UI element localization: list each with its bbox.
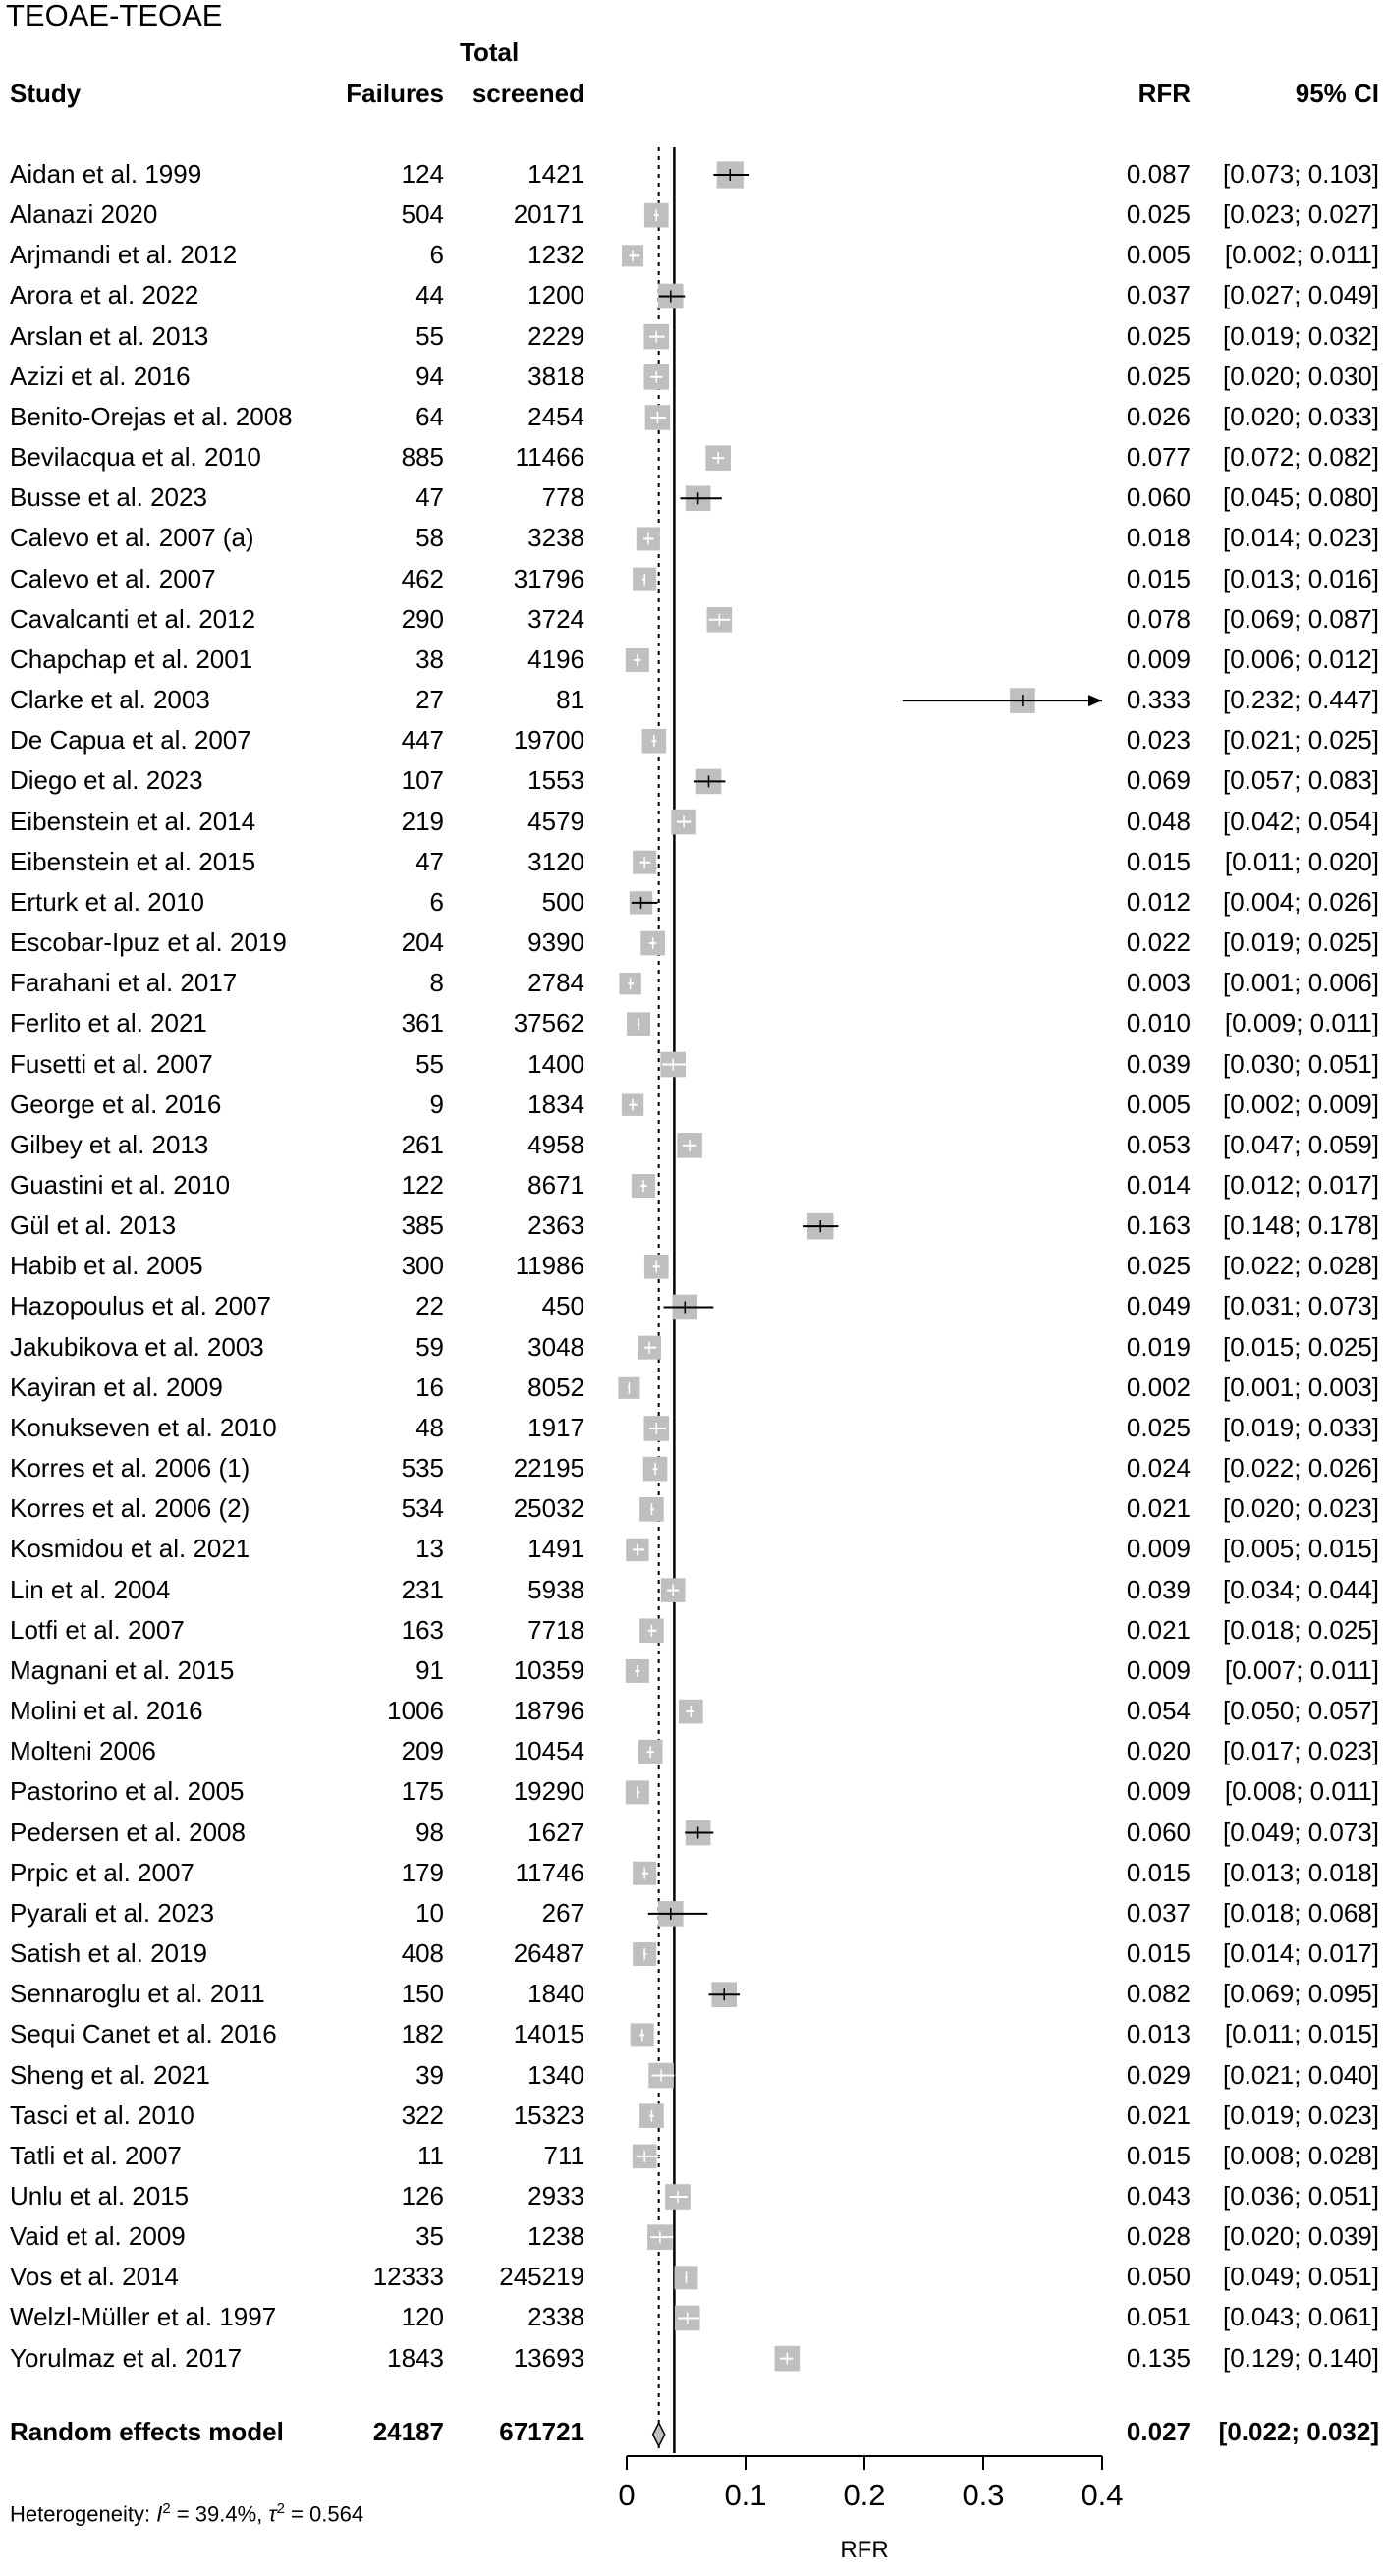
- study-name: Eibenstein et al. 2015: [10, 846, 256, 876]
- study-ci: [0.009; 0.011]: [1224, 1008, 1379, 1038]
- study-rfr: 0.005: [1126, 240, 1191, 270]
- study-ci: [0.129; 0.140]: [1222, 2342, 1379, 2373]
- pooled-label: Random effects model: [10, 2417, 284, 2446]
- study-failures: 107: [401, 765, 444, 796]
- study-rfr: 0.009: [1126, 1654, 1191, 1685]
- pooled-rfr: 0.027: [1126, 2417, 1191, 2446]
- study-failures: 885: [401, 442, 444, 473]
- study-failures: 47: [416, 846, 444, 876]
- study-ci: [0.018; 0.068]: [1222, 1897, 1379, 1928]
- study-failures: 261: [401, 1129, 444, 1159]
- study-ci: [0.019; 0.033]: [1222, 1412, 1379, 1442]
- study-name: Kayiran et al. 2009: [10, 1372, 223, 1402]
- header-total-line2: screened: [472, 79, 584, 108]
- study-rfr: 0.013: [1126, 2019, 1191, 2049]
- study-failures: 16: [416, 1372, 444, 1402]
- study-ci: [0.023; 0.027]: [1222, 199, 1379, 230]
- study-failures: 124: [401, 159, 444, 189]
- study-rfr: 0.015: [1126, 1857, 1191, 1887]
- study-ci: [0.007; 0.011]: [1224, 1654, 1379, 1685]
- study-total: 2338: [527, 2302, 584, 2332]
- study-failures: 59: [416, 1331, 444, 1362]
- study-total: 10359: [513, 1654, 584, 1685]
- study-total: 19700: [513, 725, 584, 756]
- study-name: Aidan et al. 1999: [10, 159, 202, 189]
- study-total: 7718: [527, 1614, 584, 1645]
- study-rfr: 0.003: [1126, 968, 1191, 998]
- study-failures: 447: [401, 725, 444, 756]
- study-total: 3120: [527, 846, 584, 876]
- study-total: 18796: [513, 1696, 584, 1726]
- study-ci: [0.050; 0.057]: [1222, 1696, 1379, 1726]
- study-total: 2363: [527, 1210, 584, 1241]
- study-name: Habib et al. 2005: [10, 1251, 203, 1281]
- study-name: Pyarali et al. 2023: [10, 1897, 215, 1928]
- study-ci: [0.022; 0.026]: [1222, 1453, 1379, 1484]
- x-tick-label: 0: [618, 2478, 636, 2512]
- study-ci: [0.012; 0.017]: [1222, 1170, 1379, 1200]
- study-name: Sennaroglu et al. 2011: [10, 1979, 265, 2009]
- study-rfr: 0.009: [1126, 644, 1191, 674]
- study-total: 20171: [513, 199, 584, 230]
- study-failures: 44: [416, 280, 444, 310]
- study-failures: 1843: [387, 2342, 444, 2373]
- study-failures: 39: [416, 2059, 444, 2090]
- study-failures: 9: [429, 1089, 444, 1119]
- study-ci: [0.043; 0.061]: [1222, 2302, 1379, 2332]
- study-name: Busse et al. 2023: [10, 482, 207, 513]
- study-ci: [0.036; 0.051]: [1222, 2181, 1379, 2211]
- study-total: 13693: [513, 2342, 584, 2373]
- study-failures: 175: [401, 1776, 444, 1807]
- study-total: 711: [543, 2140, 584, 2170]
- study-name: Jakubikova et al. 2003: [10, 1331, 264, 1362]
- study-total: 245219: [499, 2262, 584, 2292]
- study-name: Yorulmaz et al. 2017: [10, 2342, 243, 2373]
- study-ci: [0.019; 0.025]: [1222, 927, 1379, 958]
- study-failures: 35: [416, 2221, 444, 2252]
- study-ci: [0.013; 0.018]: [1222, 1857, 1379, 1887]
- study-ci: [0.072; 0.082]: [1222, 442, 1379, 473]
- study-ci: [0.057; 0.083]: [1222, 765, 1379, 796]
- study-total: 37562: [513, 1008, 584, 1038]
- x-tick-label: 0.2: [843, 2478, 886, 2512]
- study-name: Arora et al. 2022: [10, 280, 199, 310]
- study-total: 2454: [527, 401, 584, 431]
- study-name: Hazopoulus et al. 2007: [10, 1291, 271, 1321]
- study-ci: [0.027; 0.049]: [1222, 280, 1379, 310]
- study-name: Satish et al. 2019: [10, 1938, 207, 1969]
- study-total: 4958: [527, 1129, 584, 1159]
- study-rfr: 0.012: [1126, 886, 1191, 917]
- study-ci: [0.004; 0.026]: [1222, 886, 1379, 917]
- study-total: 4196: [527, 644, 584, 674]
- study-failures: 361: [401, 1008, 444, 1038]
- study-rfr: 0.005: [1126, 1089, 1191, 1119]
- study-total: 11746: [515, 1857, 584, 1887]
- study-failures: 94: [416, 361, 444, 391]
- study-ci: [0.013; 0.016]: [1222, 563, 1379, 593]
- study-rfr: 0.025: [1126, 361, 1191, 391]
- study-rfr: 0.014: [1126, 1170, 1191, 1200]
- study-failures: 231: [401, 1574, 444, 1604]
- study-rfr: 0.026: [1126, 401, 1191, 431]
- study-name: Molteni 2006: [10, 1736, 156, 1766]
- study-total: 1491: [527, 1534, 584, 1564]
- study-total: 1627: [527, 1817, 584, 1847]
- study-rfr: 0.025: [1126, 1412, 1191, 1442]
- study-ci: [0.049; 0.073]: [1222, 1817, 1379, 1847]
- study-rfr: 0.051: [1126, 2302, 1191, 2332]
- study-total: 500: [541, 886, 584, 917]
- study-failures: 27: [416, 685, 444, 715]
- study-ci: [0.006; 0.012]: [1222, 644, 1379, 674]
- study-failures: 48: [416, 1412, 444, 1442]
- study-rfr: 0.048: [1126, 806, 1191, 836]
- study-failures: 38: [416, 644, 444, 674]
- study-failures: 10: [416, 1897, 444, 1928]
- study-failures: 47: [416, 482, 444, 513]
- study-total: 1917: [527, 1412, 584, 1442]
- study-rfr: 0.018: [1126, 523, 1191, 553]
- study-name: Alanazi 2020: [10, 199, 158, 230]
- study-ci: [0.020; 0.039]: [1222, 2221, 1379, 2252]
- pooled-total: 671721: [499, 2417, 584, 2446]
- study-name: Chapchap et al. 2001: [10, 644, 253, 674]
- study-failures: 6: [429, 886, 444, 917]
- study-total: 11466: [515, 442, 584, 473]
- study-ci: [0.008; 0.011]: [1224, 1776, 1379, 1807]
- study-rfr: 0.002: [1126, 1372, 1191, 1402]
- study-name: Bevilacqua et al. 2010: [10, 442, 261, 473]
- study-failures: 1006: [387, 1696, 444, 1726]
- study-total: 5938: [527, 1574, 584, 1604]
- study-failures: 462: [401, 563, 444, 593]
- study-name: Calevo et al. 2007: [10, 563, 216, 593]
- study-name: Clarke et al. 2003: [10, 685, 210, 715]
- x-tick-label: 0.3: [962, 2478, 1005, 2512]
- study-rfr: 0.043: [1126, 2181, 1191, 2211]
- study-total: 10454: [513, 1736, 584, 1766]
- study-total: 1340: [527, 2059, 584, 2090]
- study-failures: 98: [416, 1817, 444, 1847]
- study-rfr: 0.037: [1126, 280, 1191, 310]
- study-total: 1840: [527, 1979, 584, 2009]
- study-failures: 91: [416, 1654, 444, 1685]
- study-name: Tatli et al. 2007: [10, 2140, 182, 2170]
- study-total: 1834: [527, 1089, 584, 1119]
- chart-title: TEOAE-TEOAE: [6, 0, 223, 32]
- study-name: Vaid et al. 2009: [10, 2221, 186, 2252]
- study-total: 15323: [513, 2100, 584, 2130]
- study-rfr: 0.025: [1126, 199, 1191, 230]
- study-rfr: 0.015: [1126, 2140, 1191, 2170]
- study-ci: [0.018; 0.025]: [1222, 1614, 1379, 1645]
- study-failures: 408: [401, 1938, 444, 1969]
- study-name: Eibenstein et al. 2014: [10, 806, 256, 836]
- study-ci: [0.232; 0.447]: [1222, 685, 1379, 715]
- study-failures: 219: [401, 806, 444, 836]
- study-rfr: 0.082: [1126, 1979, 1191, 2009]
- study-total: 3048: [527, 1331, 584, 1362]
- study-name: Arjmandi et al. 2012: [10, 240, 238, 270]
- study-failures: 55: [416, 320, 444, 351]
- study-total: 778: [541, 482, 584, 513]
- study-total: 3238: [527, 523, 584, 553]
- study-name: Escobar-Ipuz et al. 2019: [10, 927, 287, 958]
- study-name: De Capua et al. 2007: [10, 725, 251, 756]
- study-failures: 209: [401, 1736, 444, 1766]
- study-ci: [0.021; 0.025]: [1222, 725, 1379, 756]
- study-failures: 13: [416, 1534, 444, 1564]
- study-name: Calevo et al. 2007 (a): [10, 523, 254, 553]
- study-rfr: 0.009: [1126, 1534, 1191, 1564]
- study-ci: [0.001; 0.003]: [1222, 1372, 1379, 1402]
- study-ci: [0.015; 0.025]: [1222, 1331, 1379, 1362]
- study-total: 2933: [527, 2181, 584, 2211]
- study-name: Sequi Canet et al. 2016: [10, 2019, 277, 2049]
- study-ci: [0.148; 0.178]: [1222, 1210, 1379, 1241]
- study-failures: 58: [416, 523, 444, 553]
- study-total: 3818: [527, 361, 584, 391]
- study-failures: 182: [401, 2019, 444, 2049]
- study-ci: [0.069; 0.087]: [1222, 603, 1379, 634]
- header-study: Study: [10, 79, 82, 108]
- study-name: Gilbey et al. 2013: [10, 1129, 209, 1159]
- study-ci: [0.020; 0.023]: [1222, 1493, 1379, 1524]
- study-failures: 163: [401, 1614, 444, 1645]
- study-failures: 64: [416, 401, 444, 431]
- study-name: Cavalcanti et al. 2012: [10, 603, 256, 634]
- study-rfr: 0.019: [1126, 1331, 1191, 1362]
- study-ci: [0.005; 0.015]: [1222, 1534, 1379, 1564]
- study-name: Guastini et al. 2010: [10, 1170, 231, 1200]
- study-rfr: 0.069: [1126, 765, 1191, 796]
- study-total: 267: [541, 1897, 584, 1928]
- pooled-failures: 24187: [372, 2417, 444, 2446]
- study-total: 2229: [527, 320, 584, 351]
- header-total-line1: Total: [460, 37, 520, 67]
- x-axis-label: RFR: [840, 2537, 889, 2563]
- heterogeneity-text: Heterogeneity: $I^2 = 39.4\%$, $\tau^2 = 0.564$: [10, 2500, 364, 2527]
- study-rfr: 0.060: [1126, 482, 1191, 513]
- study-ci: [0.002; 0.009]: [1222, 1089, 1379, 1119]
- study-rfr: 0.009: [1126, 1776, 1191, 1807]
- study-name: Tasci et al. 2010: [10, 2100, 194, 2130]
- study-name: Prpic et al. 2007: [10, 1857, 194, 1887]
- study-name: Konukseven et al. 2010: [10, 1412, 277, 1442]
- study-failures: 204: [401, 927, 444, 958]
- study-name: Gül et al. 2013: [10, 1210, 177, 1241]
- study-ci: [0.008; 0.028]: [1222, 2140, 1379, 2170]
- study-ci: [0.042; 0.054]: [1222, 806, 1379, 836]
- study-rfr: 0.015: [1126, 846, 1191, 876]
- study-failures: 534: [401, 1493, 444, 1524]
- study-total: 3724: [527, 603, 584, 634]
- study-name: Lin et al. 2004: [10, 1574, 171, 1604]
- study-rfr: 0.050: [1126, 2262, 1191, 2292]
- study-ci: [0.011; 0.015]: [1224, 2019, 1379, 2049]
- study-total: 22195: [513, 1453, 584, 1484]
- study-failures: 120: [401, 2302, 444, 2332]
- study-total: 1200: [527, 280, 584, 310]
- study-name: Welzl-Müller et al. 1997: [10, 2302, 277, 2332]
- study-total: 450: [541, 1291, 584, 1321]
- study-rfr: 0.135: [1126, 2342, 1191, 2373]
- study-ci: [0.020; 0.030]: [1222, 361, 1379, 391]
- pooled-diamond: [653, 2423, 665, 2446]
- study-name: Arslan et al. 2013: [10, 320, 209, 351]
- study-failures: 290: [401, 603, 444, 634]
- study-rfr: 0.078: [1126, 603, 1191, 634]
- study-rfr: 0.010: [1126, 1008, 1191, 1038]
- study-rfr: 0.039: [1126, 1048, 1191, 1079]
- study-rfr: 0.053: [1126, 1129, 1191, 1159]
- study-rfr: 0.028: [1126, 2221, 1191, 2252]
- study-name: Lotfi et al. 2007: [10, 1614, 185, 1645]
- study-total: 11986: [515, 1251, 584, 1281]
- study-total: 1421: [527, 159, 584, 189]
- study-ci: [0.045; 0.080]: [1222, 482, 1379, 513]
- study-total: 1400: [527, 1048, 584, 1079]
- study-rfr: 0.015: [1126, 1938, 1191, 1969]
- study-ci: [0.019; 0.032]: [1222, 320, 1379, 351]
- study-name: Fusetti et al. 2007: [10, 1048, 213, 1079]
- ci-arrow-icon: [1088, 695, 1102, 706]
- study-rfr: 0.020: [1126, 1736, 1191, 1766]
- study-rfr: 0.037: [1126, 1897, 1191, 1928]
- study-rfr: 0.024: [1126, 1453, 1191, 1484]
- study-total: 25032: [513, 1493, 584, 1524]
- study-rfr: 0.054: [1126, 1696, 1191, 1726]
- study-ci: [0.034; 0.044]: [1222, 1574, 1379, 1604]
- study-failures: 385: [401, 1210, 444, 1241]
- study-name: Vos et al. 2014: [10, 2262, 180, 2292]
- study-failures: 300: [401, 1251, 444, 1281]
- study-ci: [0.022; 0.028]: [1222, 1251, 1379, 1281]
- study-total: 1232: [527, 240, 584, 270]
- study-name: Molini et al. 2016: [10, 1696, 203, 1726]
- study-ci: [0.069; 0.095]: [1222, 1979, 1379, 2009]
- study-failures: 122: [401, 1170, 444, 1200]
- study-total: 19290: [513, 1776, 584, 1807]
- study-rfr: 0.015: [1126, 563, 1191, 593]
- study-rfr: 0.060: [1126, 1817, 1191, 1847]
- study-name: Pastorino et al. 2005: [10, 1776, 245, 1807]
- study-rfr: 0.039: [1126, 1574, 1191, 1604]
- study-name: Erturk et al. 2010: [10, 886, 204, 917]
- study-rfr: 0.021: [1126, 1493, 1191, 1524]
- study-total: 8052: [527, 1372, 584, 1402]
- study-rfr: 0.087: [1126, 159, 1191, 189]
- study-total: 4579: [527, 806, 584, 836]
- study-rfr: 0.049: [1126, 1291, 1191, 1321]
- study-failures: 150: [401, 1979, 444, 2009]
- study-rfr: 0.025: [1126, 320, 1191, 351]
- study-total: 2784: [527, 968, 584, 998]
- study-rfr: 0.021: [1126, 1614, 1191, 1645]
- study-total: 1238: [527, 2221, 584, 2252]
- study-rfr: 0.023: [1126, 725, 1191, 756]
- study-name: Kosmidou et al. 2021: [10, 1534, 250, 1564]
- study-failures: 8: [429, 968, 444, 998]
- study-name: Azizi et al. 2016: [10, 361, 191, 391]
- study-ci: [0.019; 0.023]: [1222, 2100, 1379, 2130]
- header-ci: 95% CI: [1295, 79, 1379, 108]
- study-total: 1553: [527, 765, 584, 796]
- study-failures: 6: [429, 240, 444, 270]
- study-total: 9390: [527, 927, 584, 958]
- study-failures: 179: [401, 1857, 444, 1887]
- study-name: Benito-Orejas et al. 2008: [10, 401, 293, 431]
- study-rfr: 0.333: [1126, 685, 1191, 715]
- study-total: 26487: [513, 1938, 584, 1969]
- header-failures: Failures: [346, 79, 444, 108]
- study-name: Farahani et al. 2017: [10, 968, 238, 998]
- study-name: Pedersen et al. 2008: [10, 1817, 246, 1847]
- study-total: 8671: [527, 1170, 584, 1200]
- study-rfr: 0.077: [1126, 442, 1191, 473]
- study-total: 81: [556, 685, 584, 715]
- study-name: Ferlito et al. 2021: [10, 1008, 207, 1038]
- pooled-ci: [0.022; 0.032]: [1218, 2417, 1379, 2446]
- study-ci: [0.014; 0.017]: [1222, 1938, 1379, 1969]
- header-rfr: RFR: [1137, 79, 1191, 108]
- study-ci: [0.049; 0.051]: [1222, 2262, 1379, 2292]
- study-name: George et al. 2016: [10, 1089, 222, 1119]
- study-failures: 535: [401, 1453, 444, 1484]
- study-ci: [0.002; 0.011]: [1224, 240, 1379, 270]
- study-name: Diego et al. 2023: [10, 765, 203, 796]
- study-total: 31796: [513, 563, 584, 593]
- study-failures: 12333: [372, 2262, 444, 2292]
- study-failures: 22: [416, 1291, 444, 1321]
- x-tick-label: 0.4: [1081, 2478, 1124, 2512]
- study-rfr: 0.029: [1126, 2059, 1191, 2090]
- study-ci: [0.017; 0.023]: [1222, 1736, 1379, 1766]
- study-failures: 504: [401, 199, 444, 230]
- study-ci: [0.073; 0.103]: [1222, 159, 1379, 189]
- study-name: Korres et al. 2006 (2): [10, 1493, 250, 1524]
- study-rfr: 0.163: [1126, 1210, 1191, 1241]
- study-rfr: 0.025: [1126, 1251, 1191, 1281]
- study-rfr: 0.021: [1126, 2100, 1191, 2130]
- study-name: Magnani et al. 2015: [10, 1654, 235, 1685]
- study-rfr: 0.022: [1126, 927, 1191, 958]
- study-ci: [0.031; 0.073]: [1222, 1291, 1379, 1321]
- study-failures: 11: [417, 2140, 444, 2170]
- study-name: Korres et al. 2006 (1): [10, 1453, 250, 1484]
- x-tick-label: 0.1: [724, 2478, 767, 2512]
- study-name: Unlu et al. 2015: [10, 2181, 190, 2211]
- study-ci: [0.014; 0.023]: [1222, 523, 1379, 553]
- study-total: 14015: [513, 2019, 584, 2049]
- study-ci: [0.020; 0.033]: [1222, 401, 1379, 431]
- study-failures: 55: [416, 1048, 444, 1079]
- study-ci: [0.021; 0.040]: [1222, 2059, 1379, 2090]
- study-name: Sheng et al. 2021: [10, 2059, 210, 2090]
- study-ci: [0.047; 0.059]: [1222, 1129, 1379, 1159]
- study-failures: 322: [401, 2100, 444, 2130]
- study-ci: [0.001; 0.006]: [1222, 968, 1379, 998]
- study-ci: [0.011; 0.020]: [1224, 846, 1379, 876]
- study-ci: [0.030; 0.051]: [1222, 1048, 1379, 1079]
- study-failures: 126: [401, 2181, 444, 2211]
